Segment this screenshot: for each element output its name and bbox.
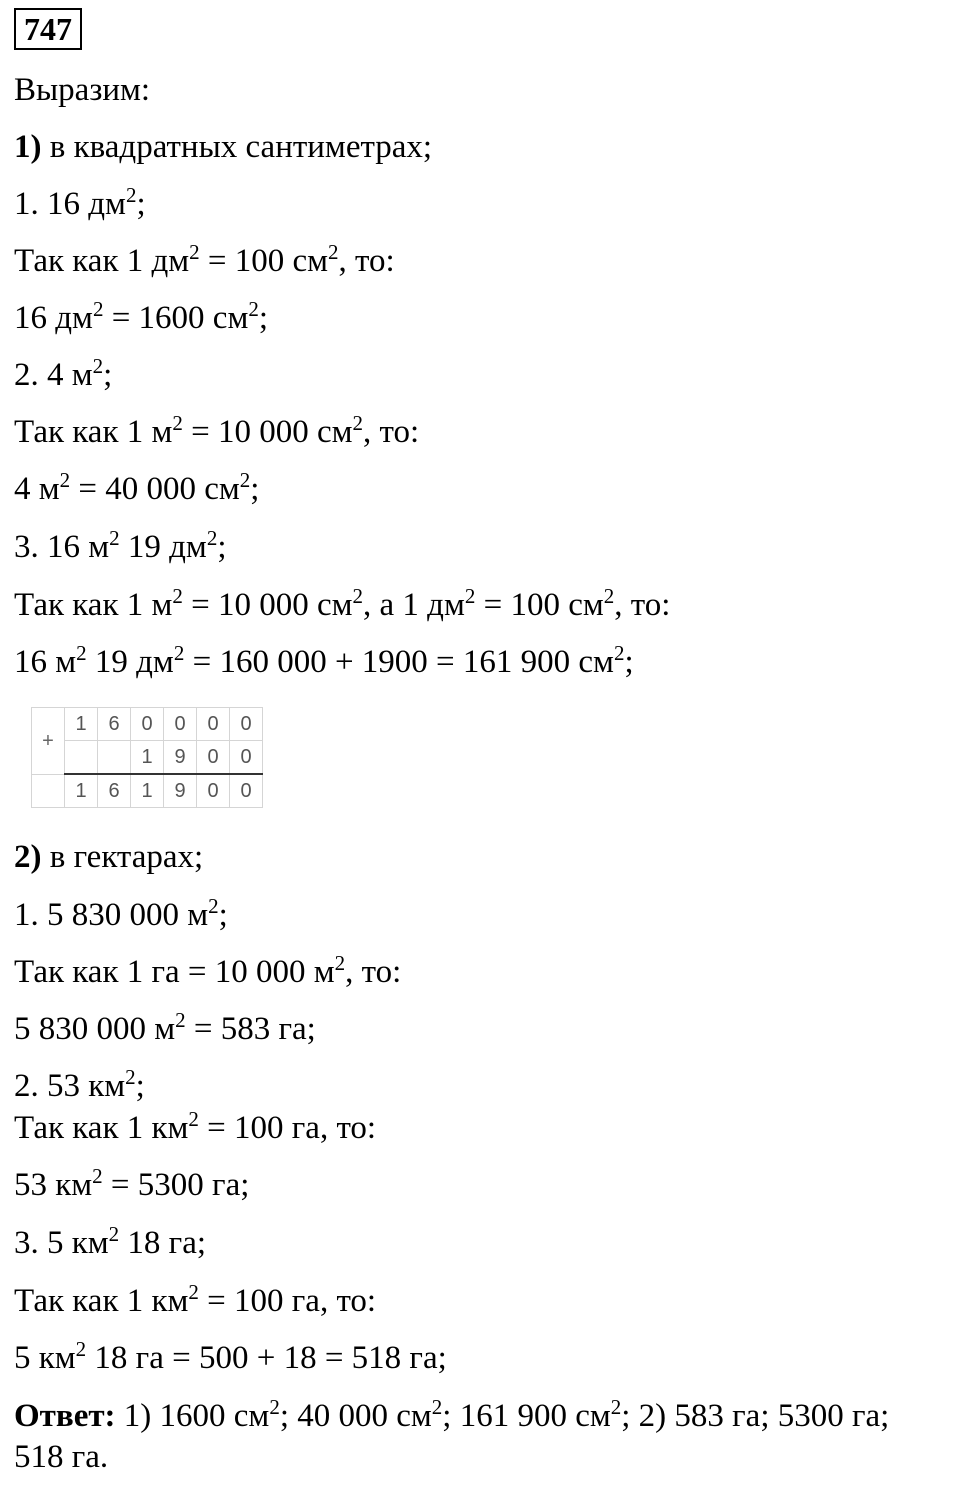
p2-item2-rule: Так как 1 $км^2 = 100$ га, то:: [14, 1107, 377, 1146]
p2-item1-rule: Так как 1 га = 10 000 $м^2$, то:: [14, 951, 402, 990]
p1-item2-given: 2. 4 $м^2$;: [14, 354, 113, 393]
problem-number: 747: [14, 8, 82, 50]
answer-line: Ответ: 1) 1600 $см^2$; 40 000 $см^2$; 161 900 $см^2$; 2) 583 га; 5300 га;: [14, 1395, 890, 1434]
p2-item1-result: 5 830 000 $м^2 = 583$ га;: [14, 1008, 316, 1047]
calc-empty-cell: [32, 774, 65, 808]
p1-item2-result: 4 $м^2 = 40$ 000 $см^2$;: [14, 468, 260, 507]
calc-cell: 1: [65, 774, 98, 808]
calc-cell: [98, 741, 131, 775]
calc-cell: 1: [65, 708, 98, 741]
p1-item1-given: 1. 16 $дм^2$;: [14, 183, 146, 222]
calc-cell: 0: [197, 708, 230, 741]
calc-cell: 0: [197, 741, 230, 775]
p1-item2-rule: Так как 1 $м^2 = 10$ 000 $см^2$, то:: [14, 411, 420, 450]
calc-cell: 0: [164, 708, 197, 741]
calc-cell: 1: [131, 774, 164, 808]
p2-item2-result: 53 $км^2 = 5300$ га;: [14, 1164, 250, 1203]
p2-item2-given: 2. 53 $км^2$;: [14, 1065, 145, 1104]
calc-cell: 6: [98, 774, 131, 808]
calc-cell: 0: [131, 708, 164, 741]
calc-cell: 9: [164, 741, 197, 775]
calc-cell: 0: [230, 741, 263, 775]
calc-cell: 9: [164, 774, 197, 808]
calc-cell: 0: [230, 708, 263, 741]
calc-cell: [65, 741, 98, 775]
part2-heading: 2) в гектарах;: [14, 839, 204, 875]
p1-item3-rule: Так как 1 $м^2 = 10$ 000 $см^2$, а 1 $дм^2 = 100$ $см^2$, то:: [14, 584, 671, 623]
calc-cell: 0: [197, 774, 230, 808]
p1-item3-result: 16 $м^2$ 19 $дм^2 = 160$ 000 + 1900 = 161 900 $см^2$;: [14, 641, 634, 680]
plus-operator: +: [32, 708, 65, 775]
intro-line: Выразим:: [14, 72, 151, 108]
p2-item3-rule: Так как 1 $км^2 = 100$ га, то:: [14, 1280, 377, 1319]
p1-item1-result: 16 $дм^2 = 1600$ $см^2$;: [14, 297, 268, 336]
p2-item3-given: 3. 5 $км^2$ 18 га;: [14, 1222, 207, 1261]
p1-item1-rule: Так как 1 $дм^2 = 100$ $см^2$, то:: [14, 240, 395, 279]
part1-heading: 1) в квадратных сантиметрах;: [14, 129, 433, 165]
calc-cell: 1: [131, 741, 164, 775]
p2-item3-result: 5 $км^2$ 18 га = 500 + 18 = 518 га;: [14, 1337, 447, 1376]
calc-cell: 0: [230, 774, 263, 808]
column-addition-table: [31, 707, 263, 808]
p1-item3-given: 3. 16 $м^2$ 19 $дм^2$;: [14, 526, 227, 565]
calc-cell: 6: [98, 708, 131, 741]
answer-line-2: 518 га.: [14, 1439, 109, 1475]
p2-item1-given: 1. 5 830 000 $м^2$;: [14, 894, 228, 933]
